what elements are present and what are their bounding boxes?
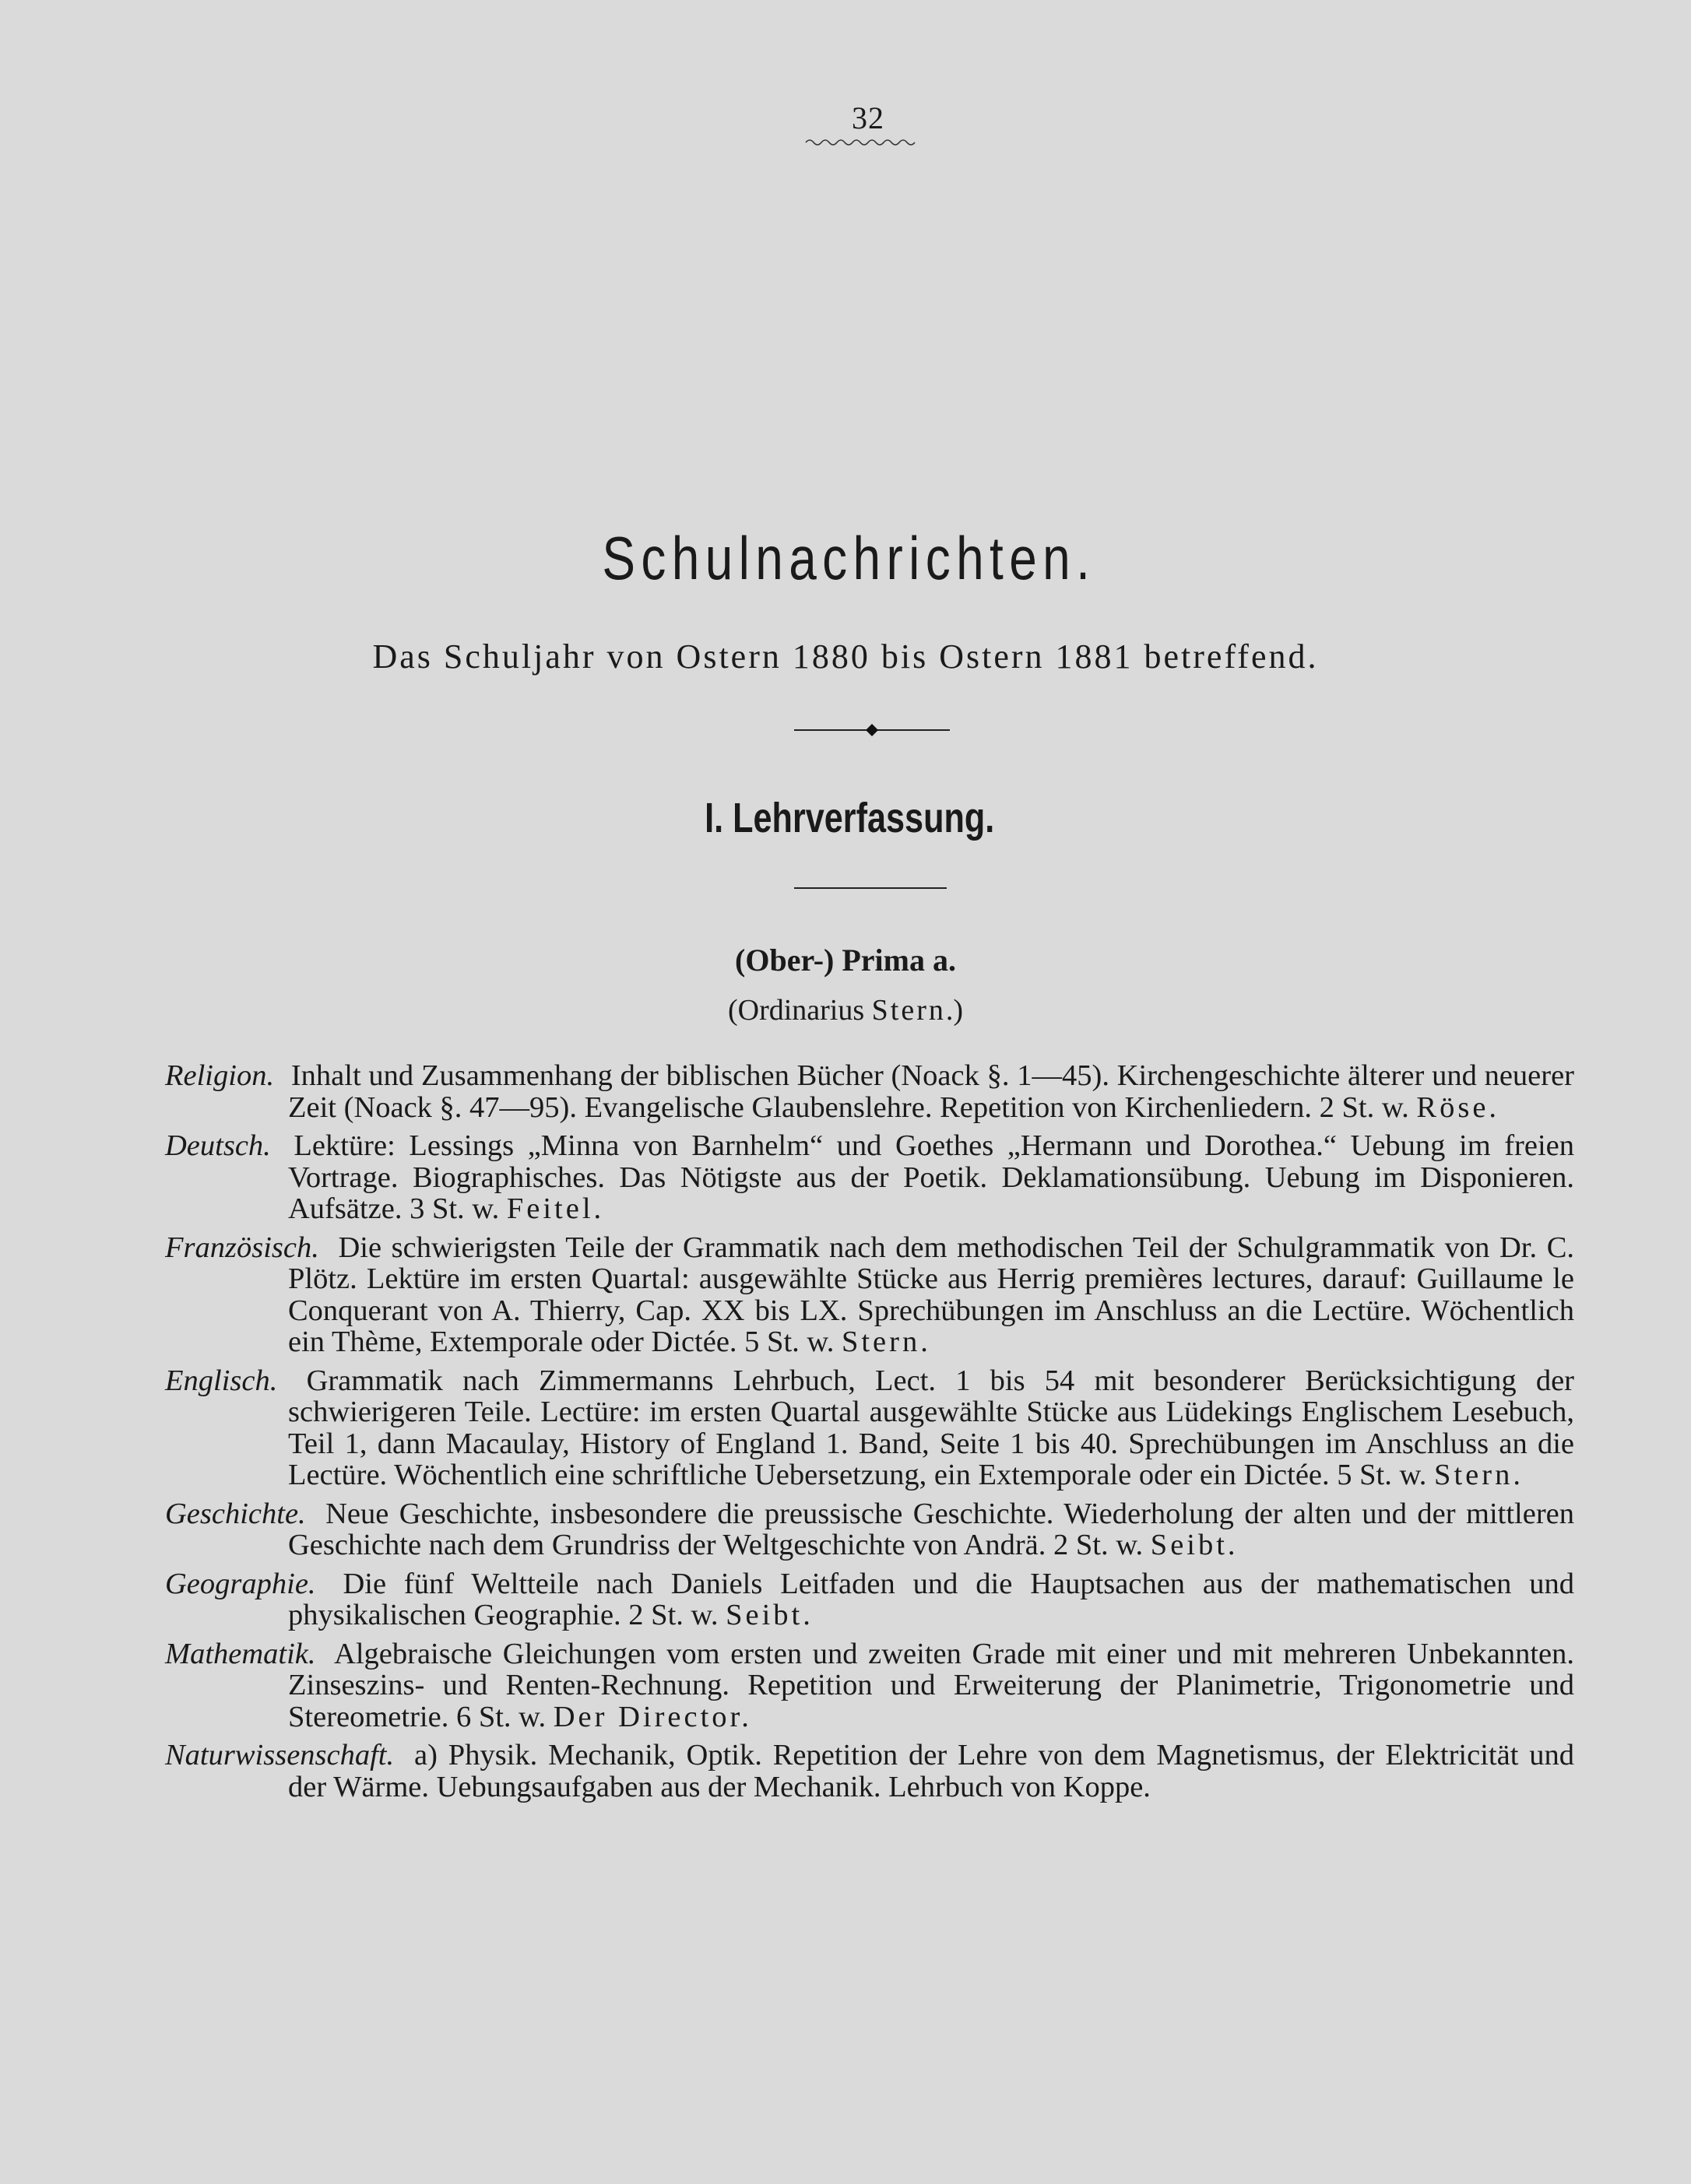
subject-name: Mathematik. <box>165 1637 316 1670</box>
subject-teacher: Seibt. <box>1150 1529 1239 1561</box>
subject-text: Inhalt und Zusammenhang der biblischen Bücher (Noack §. 1—45). Kirchengeschichte älterer und neuerer Zeit (Noack §. 47—95). Evangelische Glaubenslehre. Repetition von Kirchenliedern. 2 St. w. <box>288 1059 1574 1124</box>
subject-deutsch <box>165 1130 1574 1225</box>
subject-name: Deutsch. <box>165 1129 271 1162</box>
subject-religion <box>165 1060 1574 1123</box>
subject-name: Französisch. <box>165 1231 319 1264</box>
class-ordinarius <box>0 993 1691 1027</box>
subject-text: Neue Geschichte, insbesondere die preussische Geschichte. Wiederholung der alten und der mittleren Geschichte nach dem Grundriss der Weltgeschichte von Andrä. 2 St. w. <box>288 1497 1574 1561</box>
subject-text: Algebraische Gleichungen vom ersten und zweiten Grade mit einer und mit mehreren Unbekannten. Zinseszins- und Renten-Rechnung. Repetition und Erweiterung der Planimetrie, Trigonometrie und Stereometrie. 6 St. w. <box>288 1637 1574 1733</box>
subject-name: Geschichte. <box>165 1497 306 1530</box>
subject-teacher: Der Director. <box>553 1700 752 1733</box>
subject-naturwissenschaft <box>165 1740 1574 1803</box>
subject-name: Englisch. <box>165 1364 278 1397</box>
subject-text: Die fünf Weltteile nach Daniels Leitfaden und die Hauptsachen aus der mathematischen und physikalischen Geographie. 2 St. w. <box>288 1567 1575 1631</box>
subject-text: a) Physik. Mechanik, Optik. Repetition der Lehre von dem Magnetismus, der Elektricität und der Wärme. Uebungsaufgaben aus der Mechanik. Lehrbuch von Koppe. <box>288 1739 1575 1803</box>
ordinarius-teacher: Stern <box>871 994 946 1027</box>
subject-name: Geographie. <box>165 1567 316 1600</box>
subject-englisch <box>165 1365 1574 1491</box>
divider-ornament <box>794 722 950 738</box>
subject-text: Grammatik nach Zimmermanns Lehrbuch, Lect. 1 bis 54 mit besonderer Berücksichtigung der schwierigeren Teile. Lectüre: im ersten Quartal ausgewählte Stücke aus Lüdekings Englischem Lesebuch, Teil 1, dann Macaulay, History of England 1. Band, Seite 1 bis 40. Sprechübungen im Anschluss an die Lectüre. Wöchentlich eine schriftliche Uebersetzung, ein Extemporale oder ein Dictée. 5 St. w. <box>288 1364 1575 1491</box>
subject-text: Die schwierigsten Teile der Grammatik nach dem methodischen Teil der Schulgrammatik von Dr. C. Plötz. Lektüre im ersten Quartal: ausgewählte Stücke aus Herrig premières lectures, darauf: Guillaume le Conquerant von A. Thierry, Cap. XX bis LX. Sprechübungen im Anschluss an die Lectüre. Wöchentlich ein Thème, Extemporale oder Dictée. 5 St. w. <box>288 1231 1574 1358</box>
ordinarius-suffix: .) <box>945 994 964 1027</box>
section-rule <box>794 887 947 889</box>
class-heading: (Ober-) Prima a. <box>735 943 956 978</box>
subject-teacher: Stern. <box>1434 1459 1524 1491</box>
subject-teacher: Feitel. <box>506 1192 605 1225</box>
subject-geographie <box>165 1568 1574 1631</box>
page-subtitle: Das Schuljahr von Ostern 1880 bis Ostern 1881 betreffend. <box>372 637 1319 676</box>
subject-franzoesisch <box>165 1232 1574 1358</box>
page-title: Schulnachrichten. <box>602 524 1096 592</box>
subject-teacher: Seibt. <box>726 1599 814 1631</box>
page-number: 32 <box>852 100 884 135</box>
subject-teacher: Stern. <box>841 1325 931 1358</box>
subject-mathematik <box>165 1638 1574 1733</box>
ordinarius-prefix: (Ordinarius <box>727 994 872 1027</box>
subject-name: Naturwissenschaft. <box>165 1739 395 1771</box>
subject-geschichte <box>165 1498 1574 1561</box>
subject-text: Lektüre: Lessings „Minna von Barnhelm“ und Goethes „Hermann und Dorothea.“ Uebung im freien Vortrage. Biographisches. Das Nötigste aus der Poetik. Deklamationsübung. Uebung im Disponieren. Aufsätze. 3 St. w. <box>288 1129 1574 1225</box>
subject-name: Religion. <box>165 1059 275 1092</box>
subject-list <box>165 1060 1574 1810</box>
section-heading: I. Lehrverfassung. <box>705 795 995 841</box>
subject-teacher: Röse. <box>1416 1090 1500 1124</box>
page-number-underline-ornament <box>804 137 921 148</box>
